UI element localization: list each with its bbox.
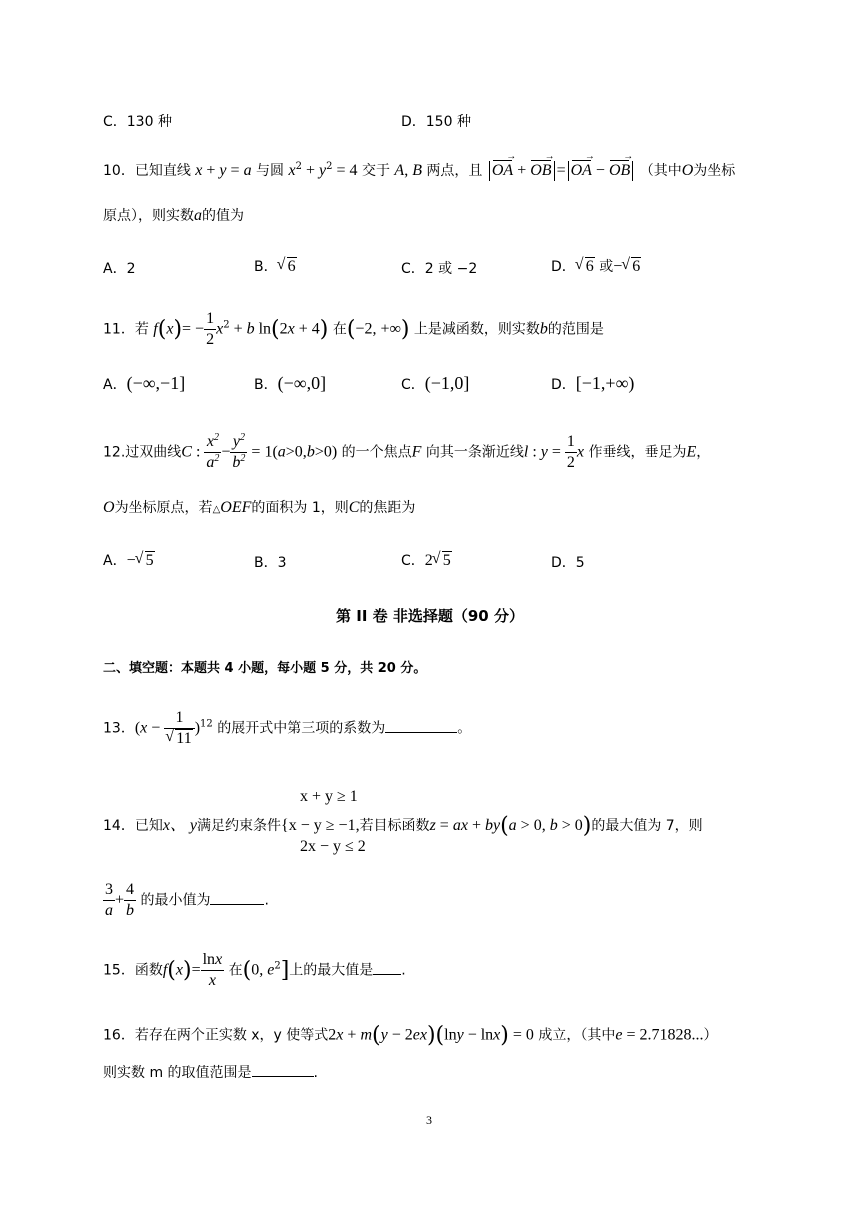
q9-option-c: C．130 种 [103,114,172,130]
q9-option-d: D．150 种 [401,114,471,130]
q14-stem-line2: $\frac{3}{a}$ + $\frac{4}{b}$ 的最小值为 . [105,881,269,919]
q12-stem-line2: O为坐标原点，若△OEF的面积为 1，则C的焦距为 [103,499,416,516]
q11-option-d: D．[−1,+∞) [551,373,635,393]
q16-stem: 16．若存在两个正实数 x，y 使等式2x + m(y − 2ex)(lny − lnx) = 0 成立，（其中e = 2.71828...） [103,1023,718,1048]
q11-option-a: A．(−∞,−1] [103,373,186,393]
q11-option-b: B．(−∞,0] [254,373,327,393]
q12-option-c: C．2√ 5 [401,550,452,570]
q14-answer-blank[interactable] [210,890,264,905]
q11-stem: 11．若 f(x)= − $\frac{1}{2}$ $x^2 + b$ ln(2x + 4) 在(−2, +∞) 上是减函数，则实数b的范围是 [103,310,604,348]
q10-option-a: A．2 [103,261,136,277]
q12-option-d: D．5 [551,555,585,571]
q14-constraint-3: 2x − y ≤ 2 [300,838,366,855]
q10-option-d: D．√ 6 或−√ 6 [551,256,641,276]
q15-stem: 15．函数f(x)= $\frac{\ln x}{x}$ 在(0, $e^2$]上的最大值是 . [103,951,406,989]
q13-answer-blank[interactable] [385,718,457,733]
q13-stem: 13．(x − 1 √ 11 )$^{12}$ 的展开式中第三项的系数为 。 [103,710,471,747]
part2-title: 第 II 卷 非选择题（90 分） [336,607,524,625]
q12-option-b: B．3 [254,555,287,571]
q16-stem-line2: 则实数 m 的取值范围是 . [103,1062,318,1082]
q16-answer-blank[interactable] [252,1062,314,1077]
q14-stem: 14．已知x、 y满足约束条件{x − y ≥ −1,若目标函数z = ax + by(a > 0, b > 0)的最大值为 7，则 [103,813,703,839]
q10-option-c: C．2 或 −2 [401,261,478,277]
q12-option-a: A．−√ 5 [103,550,155,570]
q10-stem: 10．已知直线 x + y = a 与圆 $x^2 + y^2 = 4$ 交于 A, B 两点，且 OA → + OB → = OA → − OB → （其中O为坐标 [103,160,735,181]
section2-heading: 二、填空题：本题共 4 小题，每小题 5 分，共 20 分。 [103,661,427,676]
q10-stem-line2: 原点），则实数a的值为 [103,207,244,224]
q11-option-c: C．(−1,0] [401,373,470,393]
q12-stem: 12.过双曲线C : $\frac{x^2}{a^2}$ − $\frac{y^2}{b^2}$ = 1(a>0,b>0) 的一个焦点F 向其一条渐近线l : y = $\frac{1}{2}$ x 作垂线，垂足为E， [103,432,711,471]
q10-option-b: B．√ 6 [254,256,297,276]
page-number: 3 [426,1113,432,1127]
q14-constraint-1: x + y ≥ 1 [300,788,358,805]
q15-answer-blank[interactable] [373,960,401,975]
